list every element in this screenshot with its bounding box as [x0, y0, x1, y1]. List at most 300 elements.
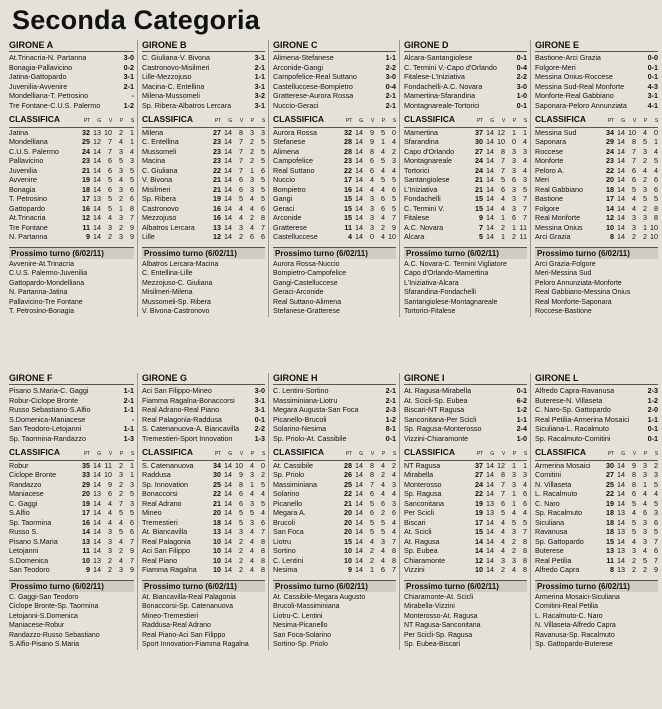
stat-value: 14: [224, 536, 232, 546]
stat-value: 17: [475, 517, 483, 527]
stat-value: 2: [250, 156, 254, 166]
stat-value: 4: [512, 565, 516, 575]
match-name: Messina Sud-Real Monforte: [535, 81, 625, 91]
stat-value: 9: [479, 213, 483, 223]
stat-value: 14: [355, 508, 363, 518]
team-name: Picanello: [273, 498, 303, 508]
stat-value: 2: [239, 232, 243, 242]
fixture-item: Real Monforte-Saponara: [535, 298, 612, 306]
stat-value: 5: [523, 184, 527, 194]
stat-value: 14: [355, 536, 363, 546]
stat-value: 7: [130, 213, 134, 223]
stat-value: 4: [643, 498, 647, 508]
standings-row: [404, 499, 527, 509]
stat-value: 14: [475, 536, 483, 546]
standings-row: [142, 546, 265, 556]
stat-value: 4: [108, 498, 112, 508]
match-score: 2-3: [385, 405, 396, 415]
team-name: Mirabella: [404, 470, 434, 480]
stat-value: 3: [108, 527, 112, 537]
stat-value: 14: [224, 165, 232, 175]
standings-row: [404, 223, 527, 233]
result-row: [9, 72, 134, 82]
column-header: PT: [608, 450, 614, 457]
result-row: [535, 91, 658, 101]
match-name: Fondachelli-A.C. Novara: [404, 81, 483, 91]
team-name: Mussomeli: [142, 146, 177, 156]
match-name: Alfredo Capra-Ravanusa: [535, 386, 615, 395]
column-header: S: [392, 450, 396, 457]
stat-value: 3: [119, 232, 123, 242]
stat-value: 1: [370, 565, 374, 575]
standings-row: [9, 175, 134, 185]
stat-value: 6: [501, 184, 505, 194]
stat-value: 10: [104, 127, 112, 137]
stat-value: 20: [344, 508, 352, 518]
stat-value: 14: [355, 489, 363, 499]
stat-value: 13: [93, 489, 101, 499]
result-row: [142, 434, 265, 444]
match-score: 1-2: [647, 395, 658, 405]
stat-value: 6: [108, 156, 112, 166]
groups-row-top: [6, 40, 662, 317]
match-score: 2-2: [516, 72, 527, 82]
stat-value: 9: [130, 222, 134, 232]
results-list: [404, 386, 527, 444]
standings-row: [142, 213, 265, 223]
stat-value: 0: [370, 232, 374, 242]
stat-value: 4: [108, 508, 112, 518]
match-score: 2-1: [385, 100, 396, 110]
stat-value: 1: [654, 137, 658, 147]
stat-value: 14: [617, 156, 625, 166]
stat-value: 4: [392, 527, 396, 537]
stat-value: 14: [617, 489, 625, 499]
standings-row: [142, 537, 265, 547]
stat-value: 6: [643, 508, 647, 518]
fixture-item: Mezzojuso-C. Giuliana: [142, 279, 213, 287]
results-list: [142, 53, 265, 111]
stat-value: 3: [370, 213, 374, 223]
standings-row: [273, 527, 396, 537]
standings-row: [273, 499, 396, 509]
stat-value: 3: [392, 498, 396, 508]
stat-value: 30: [475, 137, 483, 147]
match-score: 0-0: [647, 53, 658, 62]
stat-value: 3: [643, 184, 647, 194]
team-name: Alimena: [273, 146, 299, 156]
stat-value: 14: [617, 479, 625, 489]
stat-value: 14: [93, 470, 101, 480]
stat-value: 3: [250, 517, 254, 527]
stat-value: 12: [606, 213, 614, 223]
stat-value: 2: [632, 232, 636, 242]
team-name: San Foca: [273, 527, 304, 537]
stat-value: 24: [606, 146, 614, 156]
column-header: P: [643, 117, 647, 124]
stat-value: 14: [486, 156, 494, 166]
stat-value: 4: [523, 479, 527, 489]
stat-value: 19: [213, 194, 221, 204]
standings-row: [9, 480, 134, 490]
stat-value: 14: [93, 156, 101, 166]
team-name: Bonaccorsi: [142, 489, 178, 499]
team-name: Real Palagonia: [142, 536, 191, 546]
stat-value: 14: [93, 232, 101, 242]
standings-row: [9, 128, 134, 138]
stat-value: 10: [344, 546, 352, 556]
match-name: S.Domenica-Maniacese: [9, 414, 86, 424]
match-score: 0-1: [647, 62, 658, 72]
match-name: Mondelliana-T. Petrosino: [9, 91, 89, 101]
standings-row: [273, 175, 396, 185]
stat-value: 14: [617, 203, 625, 213]
fixture-item: Liotru-C. Lentini: [273, 612, 323, 620]
match-score: 1-3: [123, 433, 134, 443]
stat-value: 14: [355, 137, 363, 147]
fixture-item: Comitini-Real Petilia: [535, 603, 599, 611]
result-row: [9, 91, 134, 101]
stat-value: 23: [82, 156, 90, 166]
stat-value: 5: [370, 498, 374, 508]
fixture-item: Gattopardo-Mondelliana: [9, 279, 85, 287]
stat-value: 14: [617, 194, 625, 204]
stat-value: 4: [370, 184, 374, 194]
stat-value: 11: [82, 546, 90, 556]
stat-value: 4: [643, 165, 647, 175]
match-score: 1-3: [254, 433, 265, 443]
result-row: [535, 415, 658, 425]
stat-value: 14: [93, 175, 101, 185]
stat-value: 14: [93, 213, 101, 223]
team-name: Alcara: [404, 232, 425, 242]
stat-value: 8: [501, 146, 505, 156]
column-header: G: [621, 450, 625, 457]
standings-table: [404, 128, 527, 242]
stat-value: 14: [224, 555, 232, 565]
team-name: T. Petrosino: [9, 194, 47, 204]
stat-value: 9: [108, 479, 112, 489]
stat-value: 23: [606, 156, 614, 166]
standings-row: [535, 518, 658, 528]
fixture-item: Ravanusa-Sp. Racalmuto: [535, 631, 615, 639]
stat-value: 29: [82, 479, 90, 489]
team-name: Sp. Racalmuto: [535, 508, 583, 518]
stat-value: 4: [250, 565, 254, 575]
stat-value: 0: [512, 137, 516, 147]
stat-value: 14: [93, 460, 101, 470]
column-header: V: [632, 117, 636, 124]
team-name: Geraci: [273, 203, 295, 213]
stat-value: 14: [486, 479, 494, 489]
stat-value: 3: [381, 536, 385, 546]
stat-value: 4: [392, 470, 396, 480]
team-name: Gratterese: [273, 222, 307, 232]
stat-value: 4: [250, 536, 254, 546]
stat-value: 14: [486, 203, 494, 213]
stat-value: 24: [475, 479, 483, 489]
result-row: [142, 396, 265, 406]
team-name: Tre Fontane: [9, 222, 48, 232]
standings-row: [535, 508, 658, 518]
stat-value: 4: [381, 479, 385, 489]
match-name: Siculiana-L. Racalmuto: [535, 424, 609, 434]
stat-value: 7: [632, 156, 636, 166]
team-name: At. Cassibile: [273, 460, 313, 470]
fixture-item: V. Bivona-Castronovo: [142, 308, 210, 316]
stat-value: 7: [523, 213, 527, 223]
column-header: G: [97, 117, 101, 124]
standings-row: [9, 232, 134, 242]
team-name: NT Ragusa: [404, 460, 441, 470]
stat-value: 13: [93, 194, 101, 204]
stat-value: 5: [261, 137, 265, 147]
stat-value: 14: [617, 165, 625, 175]
fixtures-list: [9, 259, 134, 317]
stat-value: 11: [82, 222, 90, 232]
standings-row: [535, 223, 658, 233]
team-name: Liotru: [273, 536, 291, 546]
standings-header: [142, 447, 265, 461]
result-row: [9, 415, 134, 425]
standings-row: [142, 518, 265, 528]
team-name: Bompietro: [273, 184, 306, 194]
match-name: San Teodoro-Letojanni: [9, 424, 82, 434]
team-name: Messina Onius: [535, 222, 583, 232]
stat-value: 14: [224, 489, 232, 499]
stat-value: 5: [261, 156, 265, 166]
stat-value: 14: [486, 536, 494, 546]
stat-value: 9: [370, 137, 374, 147]
standings-row: [404, 537, 527, 547]
stat-value: 14: [93, 565, 101, 575]
standings-label: CLASSIFICA: [535, 113, 586, 124]
stat-value: 6: [108, 165, 112, 175]
fixture-item: Chiaramonte-At. Scicli: [404, 593, 474, 601]
stat-value: 7: [392, 536, 396, 546]
column-header: S: [654, 450, 658, 457]
stat-value: 7: [130, 536, 134, 546]
stat-value: 14: [355, 460, 363, 470]
stat-value: 6: [523, 489, 527, 499]
standings-table: [535, 461, 658, 575]
result-row: [535, 82, 658, 92]
result-row: [404, 53, 527, 63]
standings-row: [142, 480, 265, 490]
stat-value: 14: [224, 137, 232, 147]
group-column: [530, 40, 661, 317]
team-name: Robur: [9, 460, 29, 470]
column-header: P: [512, 450, 516, 457]
stat-value: 30: [606, 460, 614, 470]
fixture-item: Real Gabbiano-Messina Onius: [535, 289, 631, 297]
stat-value: 5: [119, 508, 123, 518]
stat-value: 14: [224, 184, 232, 194]
standings-label: CLASSIFICA: [273, 446, 324, 457]
team-name: Bastione: [535, 194, 563, 204]
standings-row: [9, 223, 134, 233]
stat-value: 9: [632, 460, 636, 470]
stat-value: 3: [654, 470, 658, 480]
standings-row: [404, 194, 527, 204]
stat-value: 17: [606, 194, 614, 204]
stat-value: 14: [224, 460, 232, 470]
result-row: [404, 424, 527, 434]
team-name: Sp. Priolo: [273, 470, 305, 480]
standings-row: [535, 175, 658, 185]
stat-value: 4: [381, 146, 385, 156]
stat-value: 4: [501, 203, 505, 213]
stat-value: 3: [501, 555, 505, 565]
team-name: S.Domenica: [9, 555, 49, 565]
standings-label: CLASSIFICA: [9, 113, 60, 124]
column-header: G: [621, 117, 625, 124]
match-score: 0-1: [254, 414, 265, 424]
result-row: [9, 405, 134, 415]
stat-value: 3: [643, 527, 647, 537]
team-name: Real Monforte: [535, 213, 581, 223]
group-heading: GIRONE E: [535, 40, 658, 52]
stat-value: 4: [250, 527, 254, 537]
stat-value: 6: [370, 508, 374, 518]
stat-value: 13: [606, 546, 614, 556]
team-name: Solarino: [273, 489, 300, 499]
column-header: V: [108, 117, 112, 124]
stat-value: 5: [130, 175, 134, 185]
stat-value: 14: [93, 527, 101, 537]
match-name: Nuccio-Geraci: [273, 100, 319, 110]
team-name: Mamertina: [404, 127, 438, 137]
stat-value: 24: [475, 165, 483, 175]
stat-value: 9: [370, 127, 374, 137]
stat-value: 3: [523, 175, 527, 185]
team-name: V. Bivona: [142, 175, 173, 185]
fixture-item: Armerina Mosaici-Siculiana: [535, 593, 620, 601]
stat-value: 14: [355, 222, 363, 232]
stat-value: 14: [486, 146, 494, 156]
stat-value: 13: [213, 527, 221, 537]
result-row: [142, 53, 265, 63]
match-name: Pisano S.Maria-C. Gaggi: [9, 386, 89, 395]
stat-value: 8: [130, 203, 134, 213]
stat-value: 9: [130, 565, 134, 575]
stat-value: 4: [501, 194, 505, 204]
stat-value: 2: [108, 555, 112, 565]
team-name: Sfarandina: [404, 137, 439, 147]
stat-value: 6: [501, 498, 505, 508]
stat-value: 14: [486, 194, 494, 204]
match-name: Real Adrano-Real Piano: [142, 405, 220, 415]
stat-value: 28: [344, 146, 352, 156]
stat-value: 7: [108, 146, 112, 156]
group-column: [6, 40, 137, 317]
team-name: Aci San Filippo: [142, 546, 190, 556]
stat-value: 1: [381, 137, 385, 147]
team-name: Castelluccese: [273, 232, 318, 242]
stat-value: 14: [224, 517, 232, 527]
column-header: G: [359, 450, 363, 457]
stat-value: 14: [93, 508, 101, 518]
match-score: 2-1: [123, 81, 134, 91]
result-row: [9, 53, 134, 63]
stat-value: 2: [381, 470, 385, 480]
team-name: Real Suttano: [273, 165, 315, 175]
result-row: [142, 82, 265, 92]
match-score: 4-1: [647, 100, 658, 110]
column-header: V: [370, 450, 374, 457]
stat-value: 14: [486, 137, 494, 147]
team-name: Peloro A.: [535, 165, 565, 175]
stat-value: 14: [617, 232, 625, 242]
stat-value: 14: [486, 175, 494, 185]
stat-value: 18: [606, 517, 614, 527]
standings-header: [273, 447, 396, 461]
stat-value: 3: [392, 156, 396, 166]
stat-value: 12: [497, 127, 505, 137]
stat-value: 22: [344, 489, 352, 499]
stat-value: 2: [392, 146, 396, 156]
stat-value: 6: [632, 165, 636, 175]
stat-value: 5: [643, 194, 647, 204]
stat-value: 8: [370, 470, 374, 480]
team-name: At.Trinacria: [9, 213, 46, 223]
stat-value: 5: [381, 527, 385, 537]
match-score: 3-0: [516, 81, 527, 91]
standings-label: CLASSIFICA: [404, 446, 455, 457]
stat-value: 5: [381, 175, 385, 185]
result-row: [142, 386, 265, 396]
stat-value: 8: [523, 555, 527, 565]
match-score: 1-1: [385, 53, 396, 62]
result-row: [404, 63, 527, 73]
team-name: Mezzojuso: [142, 213, 177, 223]
stat-value: 15: [475, 527, 483, 537]
stat-value: 13: [82, 536, 90, 546]
stat-value: 4: [643, 546, 647, 556]
stat-value: 6: [381, 203, 385, 213]
match-name: Robur-Ciclope Bronte: [9, 395, 79, 405]
match-score: 3-1: [254, 53, 265, 62]
stat-value: 8: [239, 479, 243, 489]
team-name: Chiaramonte: [404, 555, 446, 565]
result-row: [535, 424, 658, 434]
standings-label: CLASSIFICA: [535, 446, 586, 457]
team-name: Avvenire: [9, 175, 37, 185]
standings-row: [273, 128, 396, 138]
stat-value: 35: [82, 460, 90, 470]
next-round-heading: Prossimo turno (6/02/11): [273, 247, 396, 259]
results-list: [535, 53, 658, 111]
stat-value: 22: [606, 165, 614, 175]
stat-value: 2: [261, 470, 265, 480]
stat-value: 2: [250, 146, 254, 156]
stat-value: 1: [512, 498, 516, 508]
standings-row: [404, 470, 527, 480]
team-name: Juvenilia: [9, 165, 37, 175]
stat-value: 5: [392, 203, 396, 213]
stat-value: 7: [392, 565, 396, 575]
stat-value: 9: [654, 565, 658, 575]
stat-value: 1: [130, 137, 134, 147]
standings-row: [142, 470, 265, 480]
result-row: [142, 101, 265, 111]
stat-value: 1: [501, 232, 505, 242]
standings-header: [535, 114, 658, 128]
stat-value: 25: [606, 479, 614, 489]
fixtures-list: [142, 259, 265, 317]
team-name: Maniacese: [9, 489, 44, 499]
result-row: [142, 91, 265, 101]
